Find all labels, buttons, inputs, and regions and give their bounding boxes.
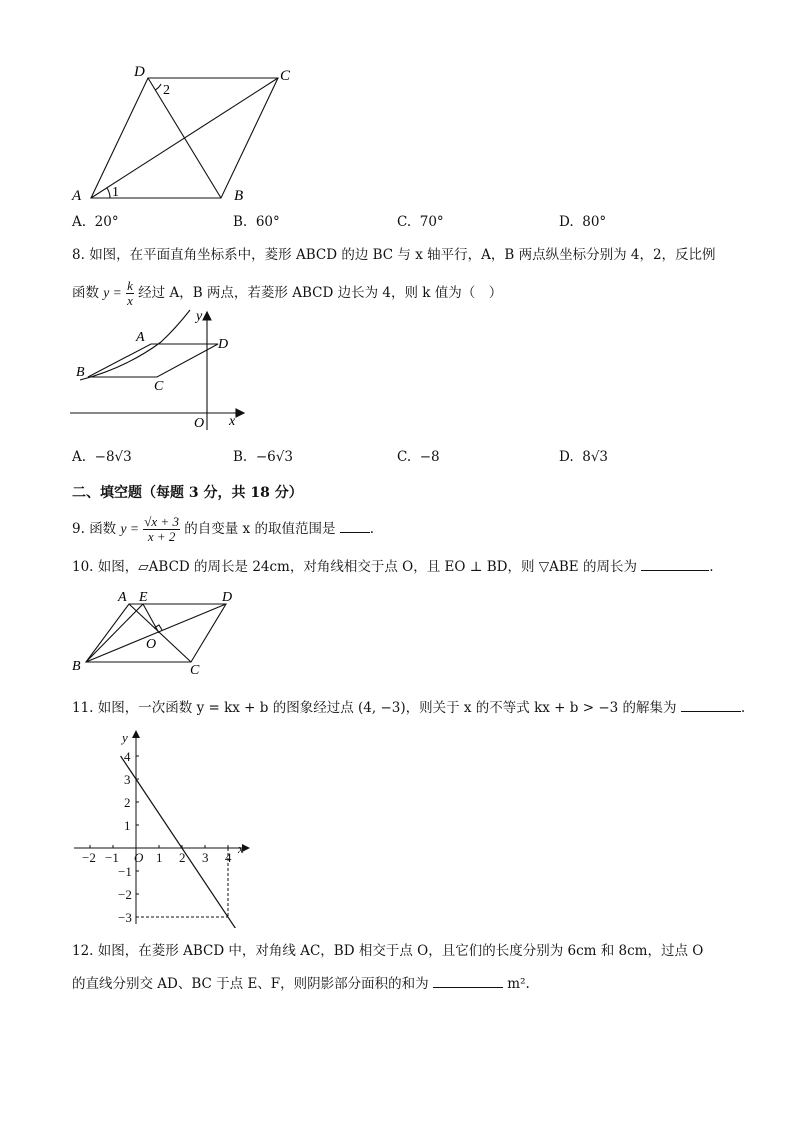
- q7-label-angle2: 2: [163, 83, 170, 98]
- q9-answer-blank[interactable]: [340, 518, 370, 533]
- q8-label-x: x: [229, 414, 236, 429]
- q10-label-c: C: [190, 663, 200, 678]
- q11-y-tick-label: 1: [124, 818, 131, 833]
- q10-label-a: A: [118, 590, 127, 605]
- q11-x-tick-label: 4: [225, 850, 232, 865]
- q10-label-d: D: [222, 590, 233, 605]
- q8-label-b: B: [76, 365, 85, 380]
- q11-line: 11. 如图，一次函数 y = kx + b 的图象经过点 (4, −3)，则关于 x 的不等式 kx + b > −3 的解集为 .: [72, 697, 745, 718]
- q11-y-tick-label: 4: [124, 749, 131, 764]
- q8-option-c[interactable]: C. −8: [397, 449, 440, 465]
- q8-label-o: O: [194, 416, 205, 431]
- q10-number: 10.: [72, 559, 94, 575]
- q10-segment-be: [86, 604, 143, 662]
- q8-option-d[interactable]: D. 8√3: [559, 449, 609, 465]
- q11-series-line: [121, 756, 236, 928]
- q11-x-tick-label: −2: [82, 850, 96, 865]
- q8-fraction: $\frac{k}{x}$: [127, 278, 133, 308]
- q10-segment-eo: [143, 604, 159, 633]
- q8-text-line1: 如图，在平面直角坐标系中，菱形 ABCD 的边 BC 与 x 轴平行，A，B 两点纵坐标分别为 4，2，反比例: [89, 247, 716, 263]
- q8-label-y: y: [196, 309, 203, 324]
- q7-diagonal-bd: [148, 78, 221, 198]
- q10-label-e: E: [139, 590, 148, 605]
- q10-parallelogram-figure: [66, 584, 246, 680]
- q10-label-b: B: [72, 659, 81, 674]
- q11-x-tick-label: 2: [179, 850, 186, 865]
- q11-y-axis-arrow: [132, 730, 140, 738]
- q8-x-arrow: [236, 409, 244, 417]
- q9-line: 9. 函数 y = $\frac{√x + 3}{x + 2}$ 的自变量 x 的取值范围是 .: [72, 514, 375, 544]
- q12-answer-blank[interactable]: [433, 973, 503, 988]
- q11-y-tick-label: 2: [124, 795, 131, 810]
- q11-y-tick-label: −3: [118, 910, 132, 925]
- q10-label-o: O: [146, 637, 157, 652]
- q11-y-axis-label: y: [122, 730, 128, 745]
- q7-option-d[interactable]: D. 80°: [559, 214, 607, 230]
- q12-number: 12.: [72, 943, 94, 959]
- q7-rhombus-figure: [68, 60, 308, 210]
- q7-label-b: B: [234, 188, 244, 204]
- q8-option-a[interactable]: A. −8√3: [72, 449, 132, 465]
- q10-answer-blank[interactable]: [641, 556, 709, 571]
- q8-label-d: D: [218, 337, 229, 352]
- q7-option-c[interactable]: C. 70°: [397, 214, 444, 230]
- q12-line1: 12. 如图，在菱形 ABCD 中，对角线 AC，BD 相交于点 O，且它们的长度分别为 6cm 和 8cm，过点 O: [72, 943, 704, 959]
- q8-hyperbola-curve: [80, 310, 190, 380]
- q8-line2: 函数 y = $\frac{k}{x}$ 经过 A，B 两点，若菱形 ABCD 边长为 4，则 k 值为（ ）: [72, 278, 503, 308]
- q9-number: 9.: [72, 521, 85, 537]
- q8-option-b[interactable]: B. −6√3: [233, 449, 293, 465]
- q9-fraction: $\frac{√x + 3}{x + 2}$: [144, 514, 179, 544]
- q11-line-chart: [66, 728, 266, 928]
- q8-label-a: A: [136, 330, 145, 345]
- q8-rhombus: [88, 344, 218, 377]
- section2-heading: 二、填空题（每题 3 分，共 18 分）: [72, 485, 303, 501]
- q8-label-c: C: [154, 379, 164, 394]
- q11-number: 11.: [72, 700, 94, 716]
- q10-line: 10. 如图，▱ABCD 的周长是 24cm，对角线相交于点 O，且 EO ⊥ BD，则 ▽ABE 的周长为 .: [72, 556, 714, 577]
- q12-line2: 的直线分别交 AD、BC 于点 E、F，则阴影部分面积的和为 m².: [72, 973, 530, 994]
- q8-coordinate-figure: [66, 306, 256, 434]
- q8-y-arrow: [203, 312, 211, 320]
- q8-number: 8.: [72, 247, 85, 263]
- q11-x-axis-label: x: [238, 841, 244, 856]
- q7-label-d: D: [134, 64, 145, 80]
- q10-diagonal-ac: [129, 604, 191, 662]
- q11-answer-blank[interactable]: [681, 697, 741, 712]
- q7-angle2-arc: [155, 84, 161, 90]
- q11-y-tick-label: −1: [118, 864, 132, 879]
- q8-line1: [72, 245, 716, 265]
- q11-y-tick-label: 3: [124, 772, 131, 787]
- q7-option-b[interactable]: B. 60°: [233, 214, 280, 230]
- q7-label-a: A: [72, 188, 82, 204]
- q7-label-angle1: 1: [112, 185, 119, 200]
- q11-x-tick-label: −1: [105, 850, 119, 865]
- q11-x-tick-label: 1: [156, 850, 163, 865]
- q7-option-a[interactable]: A. 20°: [72, 214, 119, 230]
- q11-y-tick-label: −2: [118, 887, 132, 902]
- q11-origin-label: O: [134, 850, 144, 865]
- q7-label-c: C: [280, 68, 291, 84]
- q7-angle1-arc: [107, 188, 110, 198]
- q11-x-tick-label: 3: [202, 850, 209, 865]
